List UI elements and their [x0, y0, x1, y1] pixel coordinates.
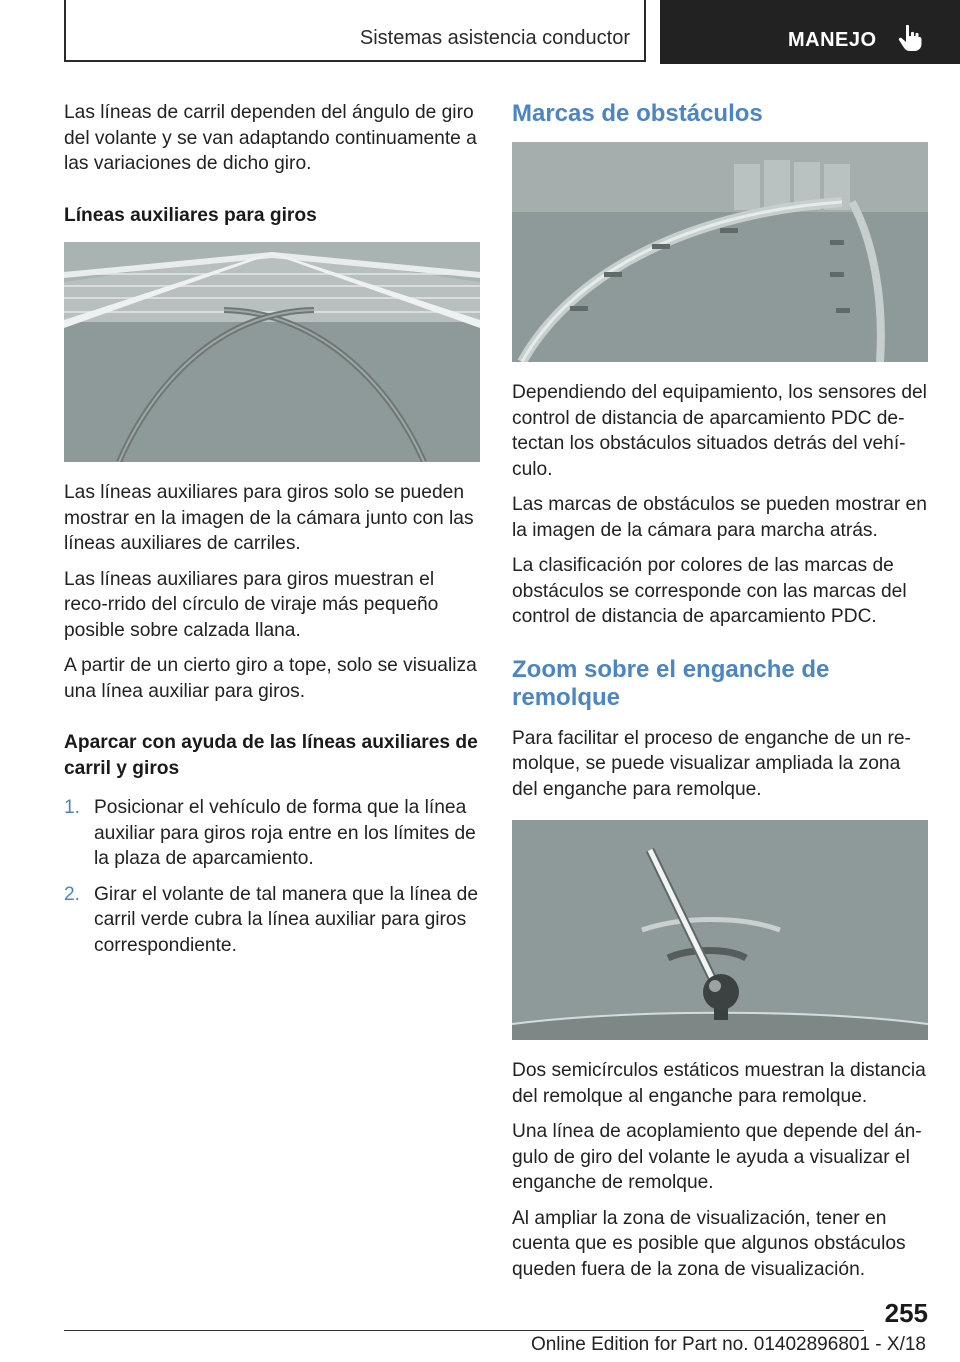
list-item	[64, 882, 480, 959]
step-number: 2.	[64, 883, 81, 905]
zoom-p3: Una línea de acoplamiento que depende del án‐gulo de giro del volante le ayuda a visualizar el enganche de remolque.	[512, 1121, 922, 1193]
heading-parking: Aparcar con ayuda de las líneas auxiliares de carril y giros	[64, 732, 478, 779]
chapter-tab[interactable]	[660, 0, 960, 64]
zoom-p1: Para facilitar el proceso de enganche de un re‐molque, se puede visualizar ampliada la zona del enganche para remolque.	[512, 727, 911, 800]
turn-lines-figure	[64, 242, 480, 462]
footer-edition: Online Edition for Part no. 01402896801 - X/18	[530, 1334, 926, 1355]
step-text: Girar el volante de tal manera que la línea de carril verde cubra la línea auxiliar para giros correspondiente.	[94, 883, 478, 956]
hand-pointer-icon	[897, 24, 923, 52]
heading-obstacle-marks: Marcas de obstáculos	[512, 100, 763, 127]
step-number: 1.	[64, 797, 81, 818]
obstacle-p3: La clasificación por colores de las marcas de obstáculos se corresponde con las marcas del control de distancia de aparcamiento PDC.	[512, 555, 907, 627]
parking-steps	[64, 795, 480, 958]
turn-lines-p1: Las líneas auxiliares para giros solo se pueden mostrar en la imagen de la cámara junto con las líneas auxiliares de carriles.	[64, 482, 474, 554]
left-column	[64, 100, 480, 968]
section-header	[64, 0, 646, 62]
page-number: 255	[884, 1298, 928, 1328]
section-title: Sistemas asistencia conductor	[359, 27, 630, 49]
intro-paragraph: Las líneas de carril dependen del ángulo de giro del volante y se van adaptando continuamente a las variaciones de dicho giro.	[64, 102, 477, 174]
zoom-p4: Al ampliar la zona de visualización, tener en cuenta que es posible que algunos obstáculos queden fuera de la zona de visualización.	[512, 1207, 906, 1280]
footer-divider	[64, 1330, 864, 1331]
obstacle-marks-figure	[512, 142, 928, 362]
turn-lines-p2: Las líneas auxiliares para giros muestran el reco‐rrido del círculo de viraje más pequeño posible sobre calzada llana.	[64, 568, 439, 641]
list-item	[64, 795, 480, 872]
turn-lines-p3: A partir de un cierto giro a tope, solo se visualiza una línea auxiliar para giros.	[64, 655, 477, 702]
zoom-p2: Dos semicírculos estáticos muestran la distancia del remolque al enganche para remolque.	[512, 1060, 926, 1107]
right-column	[512, 100, 928, 1292]
heading-hitch-zoom: Zoom sobre el enganche de remolque	[512, 655, 830, 711]
hitch-zoom-figure	[512, 820, 928, 1040]
obstacle-p2: Las marcas de obstáculos se pueden mostrar en la imagen de la cámara para marcha atrás.	[512, 494, 927, 541]
step-text: Posicionar el vehículo de forma que la línea auxiliar para giros roja entre en los límites de la plaza de aparcamiento.	[94, 797, 476, 869]
heading-turn-lines: Líneas auxiliares para giros	[64, 204, 317, 226]
chapter-title: MANEJO	[788, 29, 877, 51]
obstacle-p1: Dependiendo del equipamiento, los sensores del control de distancia de aparcamiento PDC de‐tectan los obstáculos situados detrás del vehí‐culo.	[512, 382, 927, 480]
